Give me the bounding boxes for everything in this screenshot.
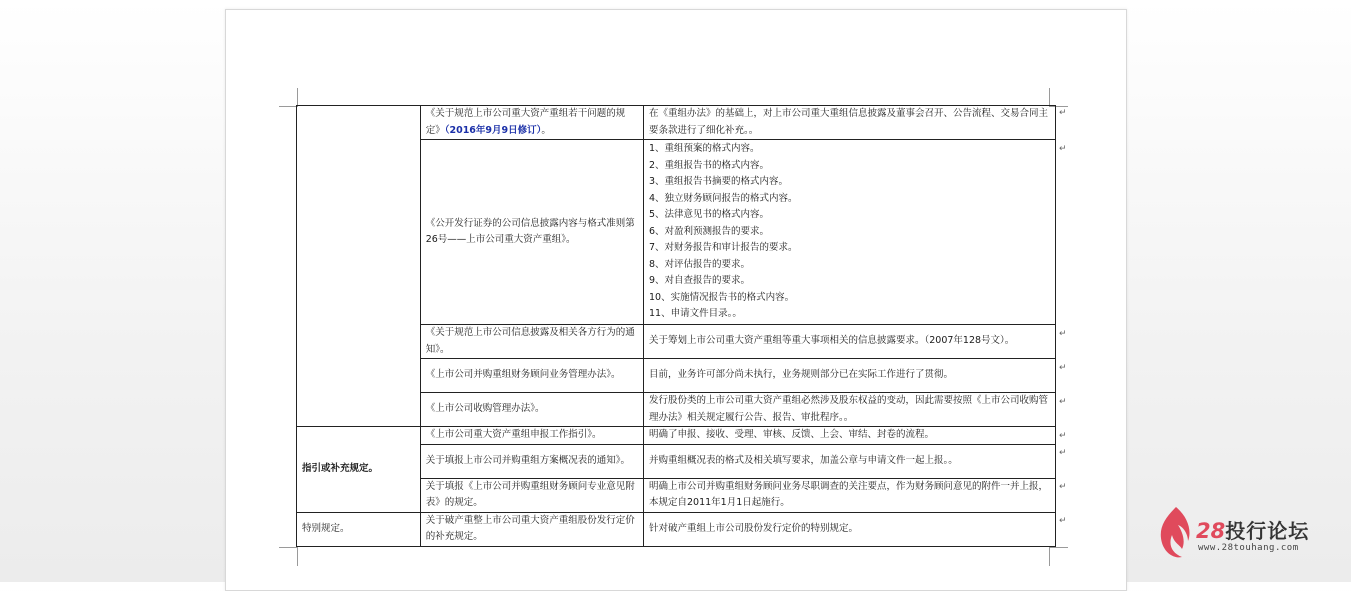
table-row[interactable]: [297, 512, 1056, 546]
paragraph-mark: ↵: [1059, 397, 1067, 407]
document-cell[interactable]: 关于填报《上市公司并购重组财务顾问专业意见附表》的规定。: [420, 478, 643, 512]
logo-url: www.28touhang.com: [1198, 543, 1299, 553]
table-row[interactable]: [297, 427, 1056, 445]
paragraph-mark: ↵: [1059, 431, 1067, 441]
content-cell[interactable]: 关于筹划上市公司重大资产重组等重大事项相关的信息披露要求。（2007年128号文）。: [644, 325, 1056, 359]
flame-icon: [1156, 505, 1194, 561]
document-cell[interactable]: 关于破产重整上市公司重大资产重组股份发行定价的补充规定。: [420, 512, 643, 546]
revision-date: （2016年9月9日修订）: [444, 124, 542, 136]
crop-mark-bottom-right: [1049, 547, 1068, 566]
document-page: [225, 9, 1127, 591]
list-item: 4、独立财务顾问报告的格式内容。: [649, 192, 798, 204]
crop-mark-bottom-left: [279, 547, 298, 566]
content-cell[interactable]: 并购重组概况表的格式及相关填写要求，加盖公章与申请文件一起上报。。: [644, 444, 1056, 478]
logo-number: 28: [1196, 519, 1226, 543]
list-item: 7、对财务报告和审计报告的要求。: [649, 242, 798, 254]
paragraph-mark: ↵: [1059, 108, 1067, 118]
document-cell[interactable]: [420, 106, 643, 140]
list-item: 10、实施情况报告书的格式内容。: [649, 291, 795, 303]
document-cell[interactable]: 《上市公司收购管理办法》。: [420, 393, 643, 427]
document-cell[interactable]: 《公开发行证券的公司信息披露内容与格式准则第26号——上市公司重大资产重组》。: [420, 140, 643, 325]
logo-wordmark: [1196, 515, 1309, 544]
document-cell[interactable]: 《关于规范上市公司信息披露及相关各方行为的通知》。: [420, 325, 643, 359]
content-cell[interactable]: 明确了申报、接收、受理、审核、反馈、上会、审结、封卷的流程。: [644, 427, 1056, 445]
content-cell[interactable]: 目前，业务许可部分尚未执行，业务规则部分已在实际工作进行了贯彻。: [644, 359, 1056, 393]
paragraph-mark: ↵: [1059, 482, 1067, 492]
paragraph-mark: ↵: [1059, 144, 1067, 154]
regulation-table[interactable]: [296, 105, 1056, 547]
list-item: 6、对盈利预测报告的要求。: [649, 225, 770, 237]
content-cell[interactable]: 发行股份类的上市公司重大资产重组必然涉及股东权益的变动，因此需要按照《上市公司收购管理办法》相关规定履行公告、报告、审批程序。。: [644, 393, 1056, 427]
category-cell[interactable]: 特别规定。: [297, 512, 421, 546]
document-title-tail: 。: [541, 124, 551, 136]
paragraph-mark: ↵: [1059, 329, 1067, 339]
list-item: 3、重组报告书摘要的格式内容。: [649, 176, 789, 188]
list-item: 5、法律意见书的格式内容。: [649, 209, 770, 221]
content-cell[interactable]: 针对破产重组上市公司股份发行定价的特别规定。: [644, 512, 1056, 546]
list-item: 2、重组报告书的格式内容。: [649, 159, 770, 171]
logo-name: 投行论坛: [1225, 519, 1310, 543]
list-item: 9、对自查报告的要求。: [649, 275, 751, 287]
paragraph-mark: ↵: [1059, 363, 1067, 373]
category-cell[interactable]: [297, 106, 421, 427]
category-cell[interactable]: 指引或补充规定。: [297, 427, 421, 513]
content-cell[interactable]: 在《重组办法》的基础上，对上市公司重大重组信息披露及董事会召开、公告流程、交易合同主要条款进行了细化补充。。: [644, 106, 1056, 140]
site-logo[interactable]: [1156, 505, 1336, 565]
document-cell[interactable]: 《上市公司重大资产重组申报工作指引》。: [420, 427, 643, 445]
document-cell[interactable]: 《上市公司并购重组财务顾问业务管理办法》。: [420, 359, 643, 393]
document-title: 《关于规范上市公司重大资产重组若干问题的规定》: [425, 108, 626, 136]
content-cell[interactable]: [644, 140, 1056, 325]
list-item: 8、对评估报告的要求。: [649, 258, 751, 270]
document-cell[interactable]: 关于填报上市公司并购重组方案概况表的通知》。: [420, 444, 643, 478]
paragraph-mark: ↵: [1059, 516, 1067, 526]
content-cell[interactable]: 明确上市公司并购重组财务顾问业务尽职调查的关注要点，作为财务顾问意见的附件一并上报，本规定自2011年1月1日起施行。: [644, 478, 1056, 512]
table-row[interactable]: [297, 106, 1056, 140]
list-item: 1、重组预案的格式内容。: [649, 143, 760, 155]
paragraph-mark: ↵: [1059, 448, 1067, 458]
list-item: 11、申请文件目录。。: [649, 308, 742, 320]
